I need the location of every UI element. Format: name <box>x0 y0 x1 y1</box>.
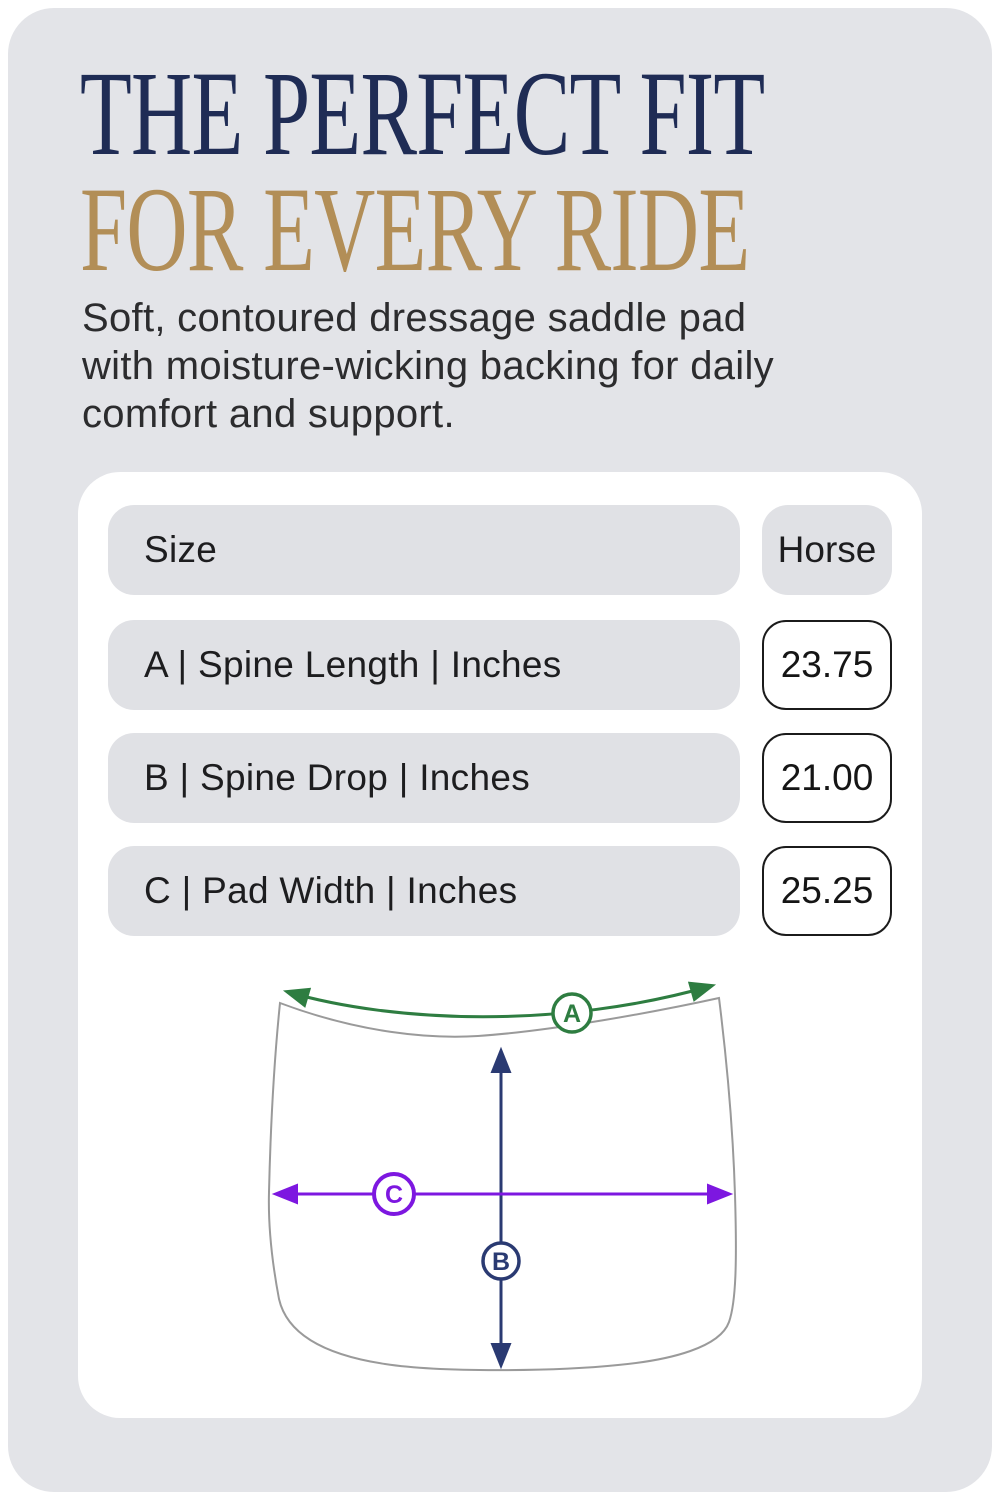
description-line: comfort and support. <box>82 392 455 436</box>
size-header-cell: Size <box>108 505 740 595</box>
measure-a-label: A <box>562 1000 582 1028</box>
description-line: Soft, contoured dressage saddle pad <box>82 296 747 340</box>
description-line: with moisture-wicking backing for daily <box>82 344 774 388</box>
row-value-spine-drop: 21.00 <box>762 733 892 823</box>
page-title-line1: THE PERFECT FIT <box>80 47 765 181</box>
horse-column-header-cell: Horse <box>762 505 892 595</box>
measure-a-badge <box>553 994 591 1032</box>
row-value-spine-length: 23.75 <box>762 620 892 710</box>
measure-c-label: C <box>384 1181 404 1209</box>
measure-b-label: B <box>491 1248 511 1276</box>
page-title-line2: FOR EVERY RIDE <box>80 163 750 297</box>
row-label-spine-drop: B | Spine Drop | Inches <box>108 733 740 823</box>
row-value-pad-width: 25.25 <box>762 846 892 936</box>
row-label-pad-width: C | Pad Width | Inches <box>108 846 740 936</box>
measure-b-badge <box>483 1243 519 1279</box>
measure-c-badge <box>374 1174 414 1214</box>
row-label-spine-length: A | Spine Length | Inches <box>108 620 740 710</box>
